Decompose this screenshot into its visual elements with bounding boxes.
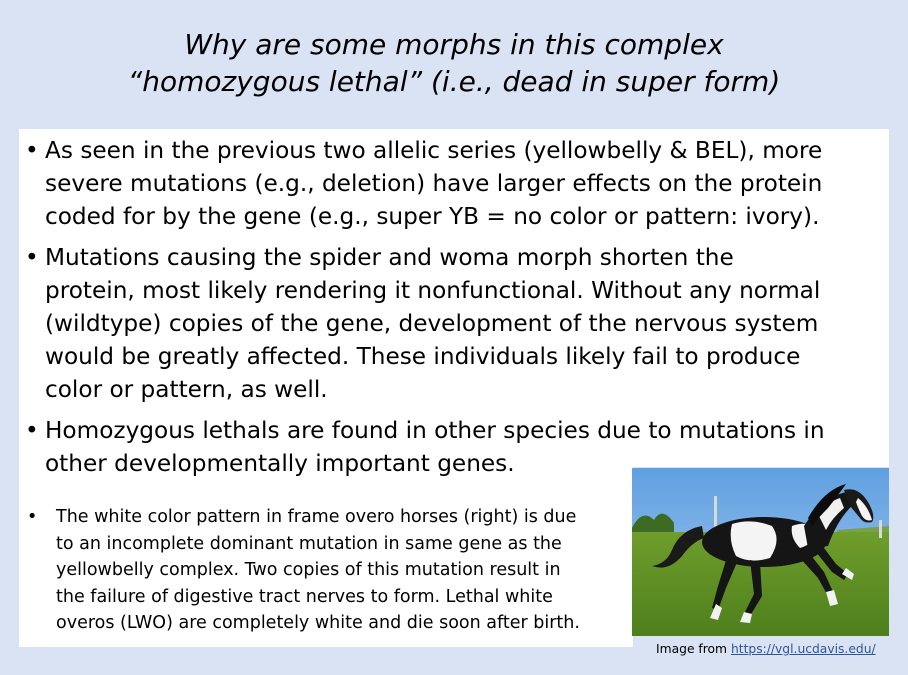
title-line-1: Why are some morphs in this complex bbox=[184, 28, 724, 61]
sub-bullet-line-5: overos (LWO) are completely white and die soon after birth. bbox=[56, 613, 580, 634]
image-caption bbox=[656, 642, 876, 656]
slide-title bbox=[0, 26, 908, 100]
bullet-dot: • bbox=[25, 244, 39, 271]
bullet-2-line-3: (wildtype) copies of the gene, development of the nervous system bbox=[45, 310, 819, 337]
bullet-1-line-3: coded for by the gene (e.g., super YB = no color or pattern: ivory). bbox=[45, 203, 820, 230]
horse-photo bbox=[632, 468, 889, 636]
caption-prefix: Image from bbox=[656, 642, 731, 656]
bullet-dot: • bbox=[25, 137, 39, 164]
bullet-2-line-4: would be greatly affected. These individuals likely fail to produce bbox=[45, 343, 801, 370]
bullet-item-1 bbox=[19, 134, 879, 233]
bullet-3-line-2: other developmentally important genes. bbox=[45, 450, 515, 477]
bullet-3-line-1: Homozygous lethals are found in other species due to mutations in bbox=[45, 417, 825, 444]
source-link[interactable]: https://vgl.ucdavis.edu/ bbox=[730, 642, 876, 656]
bullet-dot: • bbox=[25, 417, 39, 444]
sub-bullet-line-1: The white color pattern in frame overo horses (right) is due bbox=[56, 507, 577, 527]
bullet-2-line-5: color or pattern, as well. bbox=[45, 376, 328, 403]
sub-bullet bbox=[19, 504, 629, 637]
sub-bullet-dot: • bbox=[27, 507, 38, 527]
sub-bullet-line-3: yellowbelly complex. Two copies of this mutation result in bbox=[56, 560, 561, 581]
bullet-2-line-2: protein, most likely rendering it nonfunctional. Without any normal bbox=[45, 277, 821, 304]
bullet-item-2 bbox=[19, 241, 879, 406]
bullet-2-line-1: Mutations causing the spider and woma morph shorten the bbox=[45, 244, 734, 271]
title-line-2: “homozygous lethal” (i.e., dead in super form) bbox=[127, 65, 781, 98]
bullet-1-line-1: As seen in the previous two allelic series (yellowbelly & BEL), more bbox=[45, 137, 823, 164]
sub-bullet-text bbox=[56, 504, 629, 637]
bullet-1-line-2: severe mutations (e.g., deletion) have larger effects on the protein bbox=[45, 170, 823, 197]
bullet-list bbox=[19, 134, 879, 488]
sub-bullet-line-2: to an incomplete dominant mutation in same gene as the bbox=[56, 533, 562, 554]
sub-bullet-line-4: the failure of digestive tract nerves to form. Lethal white bbox=[56, 586, 553, 607]
